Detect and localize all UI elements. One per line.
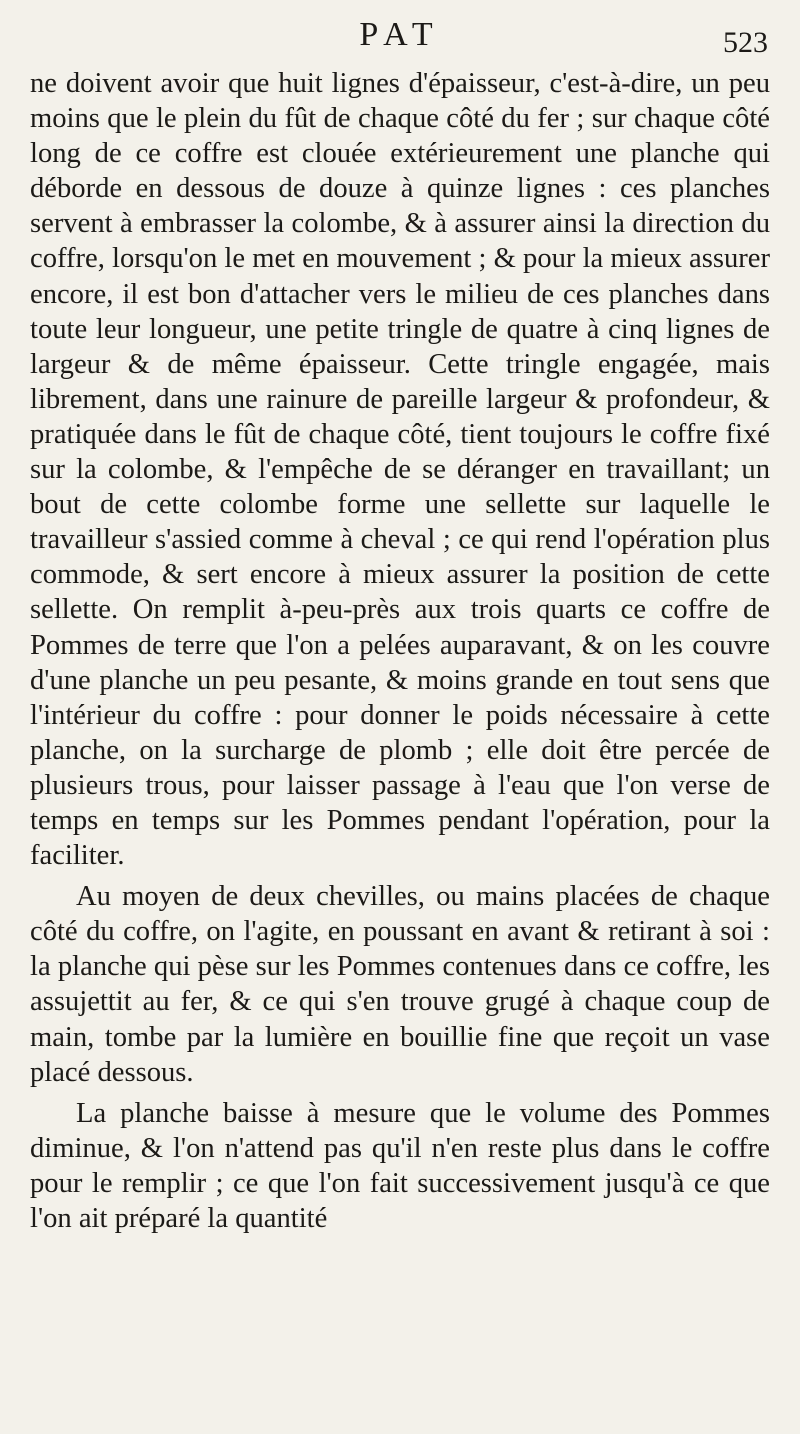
body-text: [30, 66, 770, 1236]
running-head: PAT: [359, 16, 441, 53]
page-number: 523: [723, 26, 768, 59]
paragraph-3: La planche baisse à mesure que le volume des Pommes diminue, & l'on n'attend pas qu'il n'en reste plus dans le coffre pour le remplir ; ce que l'on fait successivement jusqu'à ce que l'on ait préparé la quantité: [30, 1097, 770, 1234]
paragraph-1: ne doivent avoir que huit lignes d'épaisseur, c'est-à-dire, un peu moins que le plein du fût de chaque côté du fer ; sur chaque côté long de ce coffre est clouée extérieurement une planche qui déborde en dessous de douze à quinze lignes : ces planches servent à embrasser la colombe, & à assurer ainsi la direction du coffre, lorsqu'on le met en mouvement ; & pour la mieux assurer encore, il est bon d'attacher vers le milieu de ces planches dans toute leur longueur, une petite tringle de quatre à cinq lignes de largeur & de même épaisseur. Cette tringle engagée, mais librement, dans une rainure de pareille largeur & profondeur, & pratiquée dans le fût de chaque côté, tient toujours le coffre fixé sur la colombe, & l'empêche de se déranger en travaillant; un bout de cette colombe forme une sellette sur laquelle le travailleur s'assied comme à cheval ; ce qui rend l'opération plus commode, & sert encore à mieux assurer la position de cette sellette. On remplit à-peu-près aux trois quarts ce coffre de Pommes de terre que l'on a pelées auparavant, & on les couvre d'une planche un peu pesante, & moins grande en tout sens que l'intérieur du coffre : pour donner le poids nécessaire à cette planche, on la surcharge de plomb ; elle doit être percée de plusieurs trous, pour laisser passage à l'eau que l'on verse de temps en temps sur les Pommes pendant l'opération, pour la faciliter.: [30, 68, 770, 872]
paragraph-2: Au moyen de deux chevilles, ou mains placées de chaque côté du coffre, on l'agite, en poussant en avant & retirant à soi : la planche qui pèse sur les Pommes contenues dans ce coffre, les assujettit au fer, & ce qui s'en trouve grugé à chaque coup de main, tombe par la lumière en bouillie fine que reçoit un vase placé dessous.: [30, 881, 770, 1088]
page-header: [30, 0, 770, 66]
